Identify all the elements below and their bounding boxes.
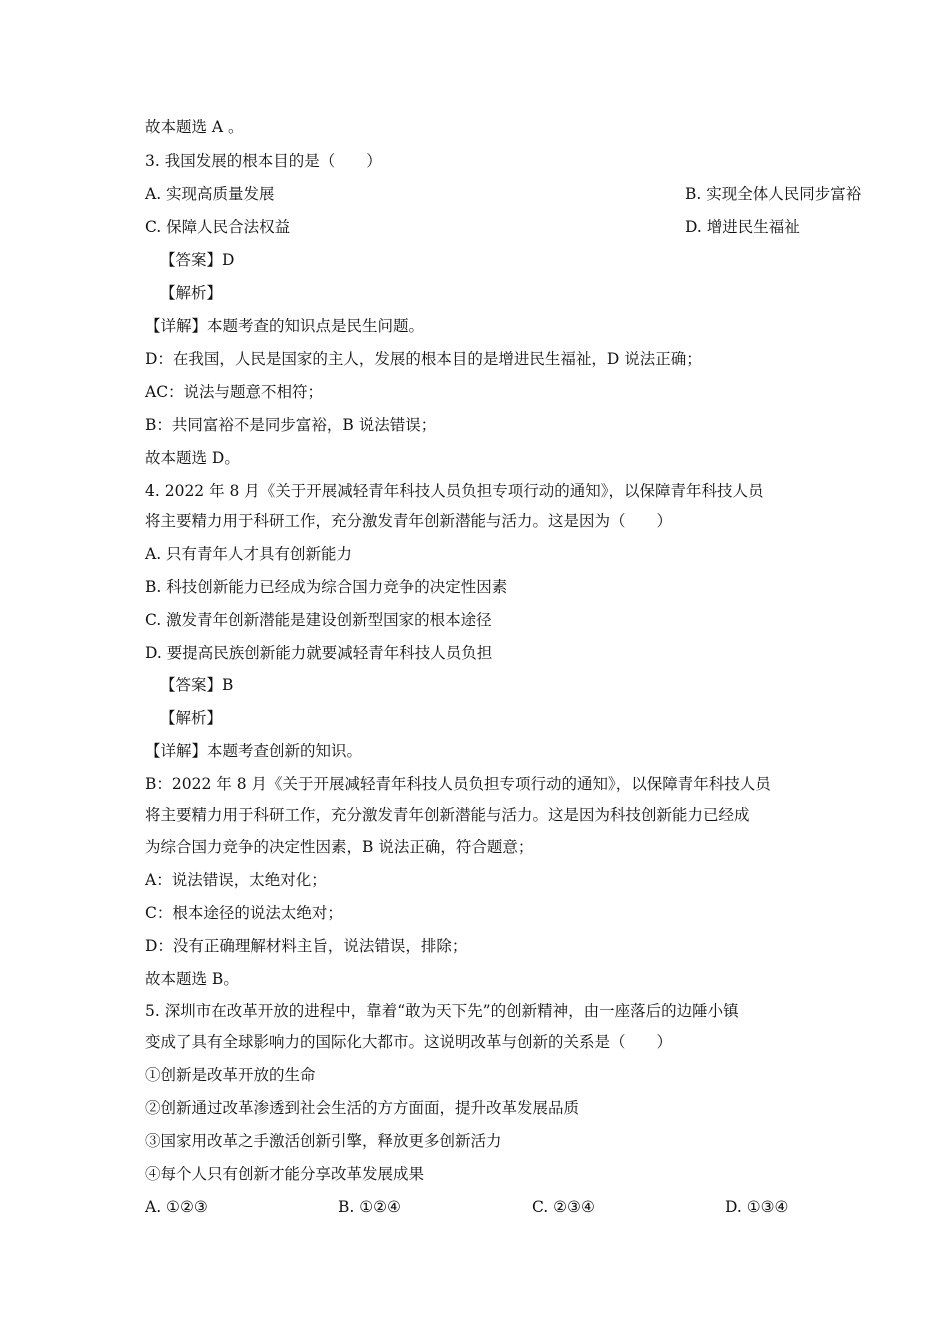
q5-statement-2: ②创新通过改革渗透到社会生活的方方面面，提升改革发展品质 (145, 1099, 580, 1117)
q4-detail-6: C：根本途径的说法太绝对； (145, 904, 343, 922)
q5-stem-2: 变成了具有全球影响力的国际化大都市。这说明改革与创新的关系是（ ） (145, 1033, 673, 1051)
q4-analysis-label: 【解析】 (160, 709, 223, 727)
q5-option-c: C. ②③④ (532, 1198, 595, 1216)
q4-option-c: C. 激发青年创新潜能是建设创新型国家的根本途径 (145, 611, 492, 629)
q3-answer: 【答案】D (160, 251, 235, 269)
q4-detail-4: 为综合国力竞争的决定性因素，B 说法正确，符合题意； (145, 838, 534, 856)
q4-detail-7: D：没有正确理解材料主旨，说法错误，排除； (145, 937, 468, 955)
q5-statement-4: ④每个人只有创新才能分享改革发展成果 (145, 1165, 425, 1183)
q4-detail-8: 故本题选 B。 (145, 970, 239, 988)
q3-options-row-2 (145, 216, 800, 238)
q4-stem-2: 将主要精力用于科研工作，充分激发青年创新潜能与活力。这是因为（ ） (145, 512, 673, 530)
q5-option-b: B. ①②④ (338, 1198, 401, 1216)
q4-option-d: D. 要提高民族创新能力就要减轻青年科技人员负担 (145, 644, 493, 662)
q5-statement-3: ③国家用改革之手激活创新引擎，释放更多创新活力 (145, 1132, 502, 1150)
q3-analysis-label: 【解析】 (160, 284, 223, 302)
q4-detail-2: B：2022 年 8 月《关于开展减轻青年科技人员负担专项行动的通知》，以保障青年科技人员 (145, 775, 771, 793)
q3-stem: 3. 我国发展的根本目的是（ ） (145, 152, 382, 170)
q3-option-a: A. 实现高质量发展 (145, 185, 275, 203)
q4-option-a: A. 只有青年人才具有创新能力 (145, 545, 353, 563)
q5-options-row (145, 1196, 825, 1218)
q4-detail-1: 【详解】本题考查创新的知识。 (145, 742, 363, 760)
q5-option-d: D. ①③④ (725, 1198, 789, 1216)
q3-detail-1: 【详解】本题考查的知识点是民生问题。 (145, 317, 425, 335)
q4-answer: 【答案】B (160, 676, 234, 694)
q5-stem-1: 5. 深圳市在改革开放的进程中，靠着“敢为天下先”的创新精神，由一座落后的边陲小镇 (145, 1002, 739, 1020)
prev-conclusion: 故本题选 A 。 (145, 118, 244, 136)
q4-detail-5: A：说法错误，太绝对化； (145, 871, 327, 889)
q3-detail-2: D：在我国，人民是国家的主人，发展的根本目的是增进民生福祉，D 说法正确； (145, 350, 702, 368)
q5-option-a: A. ①②③ (145, 1198, 208, 1216)
q4-detail-3: 将主要精力用于科研工作，充分激发青年创新潜能与活力。这是因为科技创新能力已经成 (145, 806, 750, 824)
q4-option-b: B. 科技创新能力已经成为综合国力竞争的决定性因素 (145, 578, 508, 596)
q3-options-row-1 (145, 183, 862, 205)
q4-stem-1: 4. 2022 年 8 月《关于开展减轻青年科技人员负担专项行动的通知》，以保障青年科技人员 (145, 482, 764, 500)
q3-option-d: D. 增进民生福祉 (685, 218, 800, 236)
q5-statement-1: ①创新是改革开放的生命 (145, 1066, 316, 1084)
q3-detail-4: B：共同富裕不是同步富裕，B 说法错误； (145, 416, 437, 434)
q3-option-b: B. 实现全体人民同步富裕 (685, 185, 862, 203)
q3-detail-5: 故本题选 D。 (145, 449, 240, 467)
q3-detail-3: AC：说法与题意不相符； (145, 383, 324, 401)
q3-option-c: C. 保障人民合法权益 (145, 218, 291, 236)
